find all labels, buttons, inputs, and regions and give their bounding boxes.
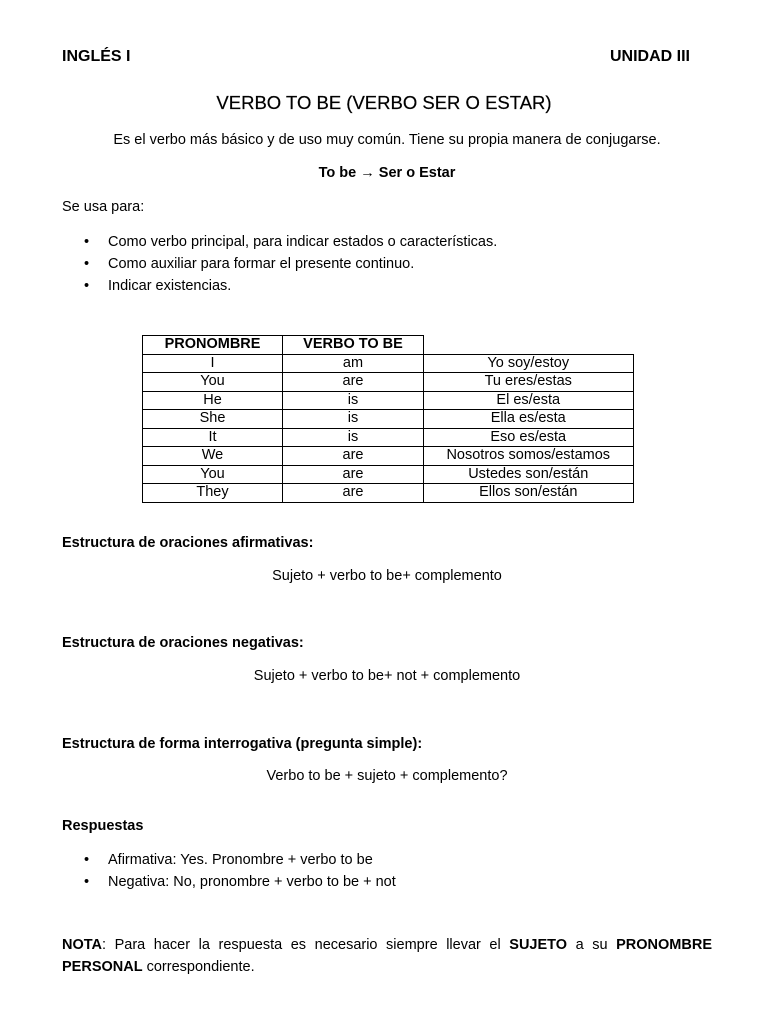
- table-header-row: [143, 336, 634, 355]
- list-item: • Como auxiliar para formar el presente continuo.: [62, 253, 497, 275]
- page-header: [62, 48, 690, 72]
- note-subject: SUJETO: [509, 937, 568, 953]
- table-row: [143, 354, 634, 373]
- conjugation-table: [142, 335, 634, 503]
- list-item: • Indicar existencias.: [62, 275, 497, 297]
- pronoun-cell: You: [143, 373, 283, 392]
- verb-cell: are: [283, 484, 424, 503]
- pronoun-cell: It: [143, 428, 283, 447]
- intro-paragraph: Es el verbo más básico y de uso muy común. Tiene su propia manera de conjugarse.: [113, 132, 661, 148]
- to-be-translation: To be → Ser o Estar: [318, 165, 456, 181]
- verb-cell: is: [283, 391, 424, 410]
- verb-cell: are: [283, 373, 424, 392]
- translation-cell: Ellos son/están: [424, 484, 634, 503]
- pronoun-cell: They: [143, 484, 283, 503]
- table-row: [143, 391, 634, 410]
- translation-cell: Ella es/esta: [424, 410, 634, 429]
- uses-label: Se usa para:: [62, 199, 145, 215]
- answers-heading: Respuestas: [62, 818, 144, 834]
- translation-cell: El es/esta: [424, 391, 634, 410]
- course-label: INGLÉS I: [62, 48, 131, 65]
- pronoun-cell: We: [143, 447, 283, 466]
- answers-list: [62, 849, 396, 893]
- page-title: VERBO TO BE (VERBO SER O ESTAR): [216, 92, 552, 113]
- pronoun-cell: She: [143, 410, 283, 429]
- pronoun-cell: I: [143, 354, 283, 373]
- interrogative-formula: Verbo to be + sujeto + complemento?: [266, 768, 508, 784]
- verb-cell: am: [283, 354, 424, 373]
- table-row: [143, 410, 634, 429]
- column-header: PRONOMBRE: [143, 336, 283, 355]
- note-text: : Para hacer la respuesta es necesario siempre llevar el: [102, 937, 510, 953]
- uses-list: [62, 231, 497, 297]
- note-pronoun: PRONOMBRE PERSONAL: [62, 937, 713, 975]
- affirmative-formula: Sujeto + verbo to be+ complemento: [272, 568, 502, 584]
- pronoun-cell: You: [143, 465, 283, 484]
- translation-cell: Yo soy/estoy: [424, 354, 634, 373]
- table-row: [143, 447, 634, 466]
- note-text: a su: [567, 937, 617, 953]
- translation-cell: Tu eres/estas: [424, 373, 634, 392]
- note-text: correspondiente.: [142, 959, 255, 975]
- verb-cell: is: [283, 428, 424, 447]
- verb-cell: are: [283, 447, 424, 466]
- pronoun-cell: He: [143, 391, 283, 410]
- negative-formula: Sujeto + verbo to be+ not + complemento: [253, 668, 521, 684]
- note-paragraph: [62, 934, 712, 978]
- note-label: NOTA: [62, 937, 103, 953]
- column-header: VERBO TO BE: [283, 336, 424, 355]
- unit-label: UNIDAD III: [610, 48, 690, 65]
- table-row: [143, 373, 634, 392]
- table-row: [143, 465, 634, 484]
- table-row: [143, 428, 634, 447]
- verb-cell: are: [283, 465, 424, 484]
- list-item: • Negativa: No, pronombre + verbo to be + not: [62, 871, 396, 893]
- list-item: • Como verbo principal, para indicar estados o características.: [62, 231, 497, 253]
- table-row: [143, 484, 634, 503]
- column-header: [424, 336, 634, 355]
- translation-cell: Nosotros somos/estamos: [424, 447, 634, 466]
- verb-cell: is: [283, 410, 424, 429]
- translation-cell: Ustedes son/están: [424, 465, 634, 484]
- affirmative-heading: Estructura de oraciones afirmativas:: [62, 535, 314, 551]
- translation-cell: Eso es/esta: [424, 428, 634, 447]
- interrogative-heading: Estructura de forma interrogativa (pregunta simple):: [62, 736, 423, 752]
- list-item: • Afirmativa: Yes. Pronombre + verbo to be: [62, 849, 396, 871]
- negative-heading: Estructura de oraciones negativas:: [62, 635, 304, 651]
